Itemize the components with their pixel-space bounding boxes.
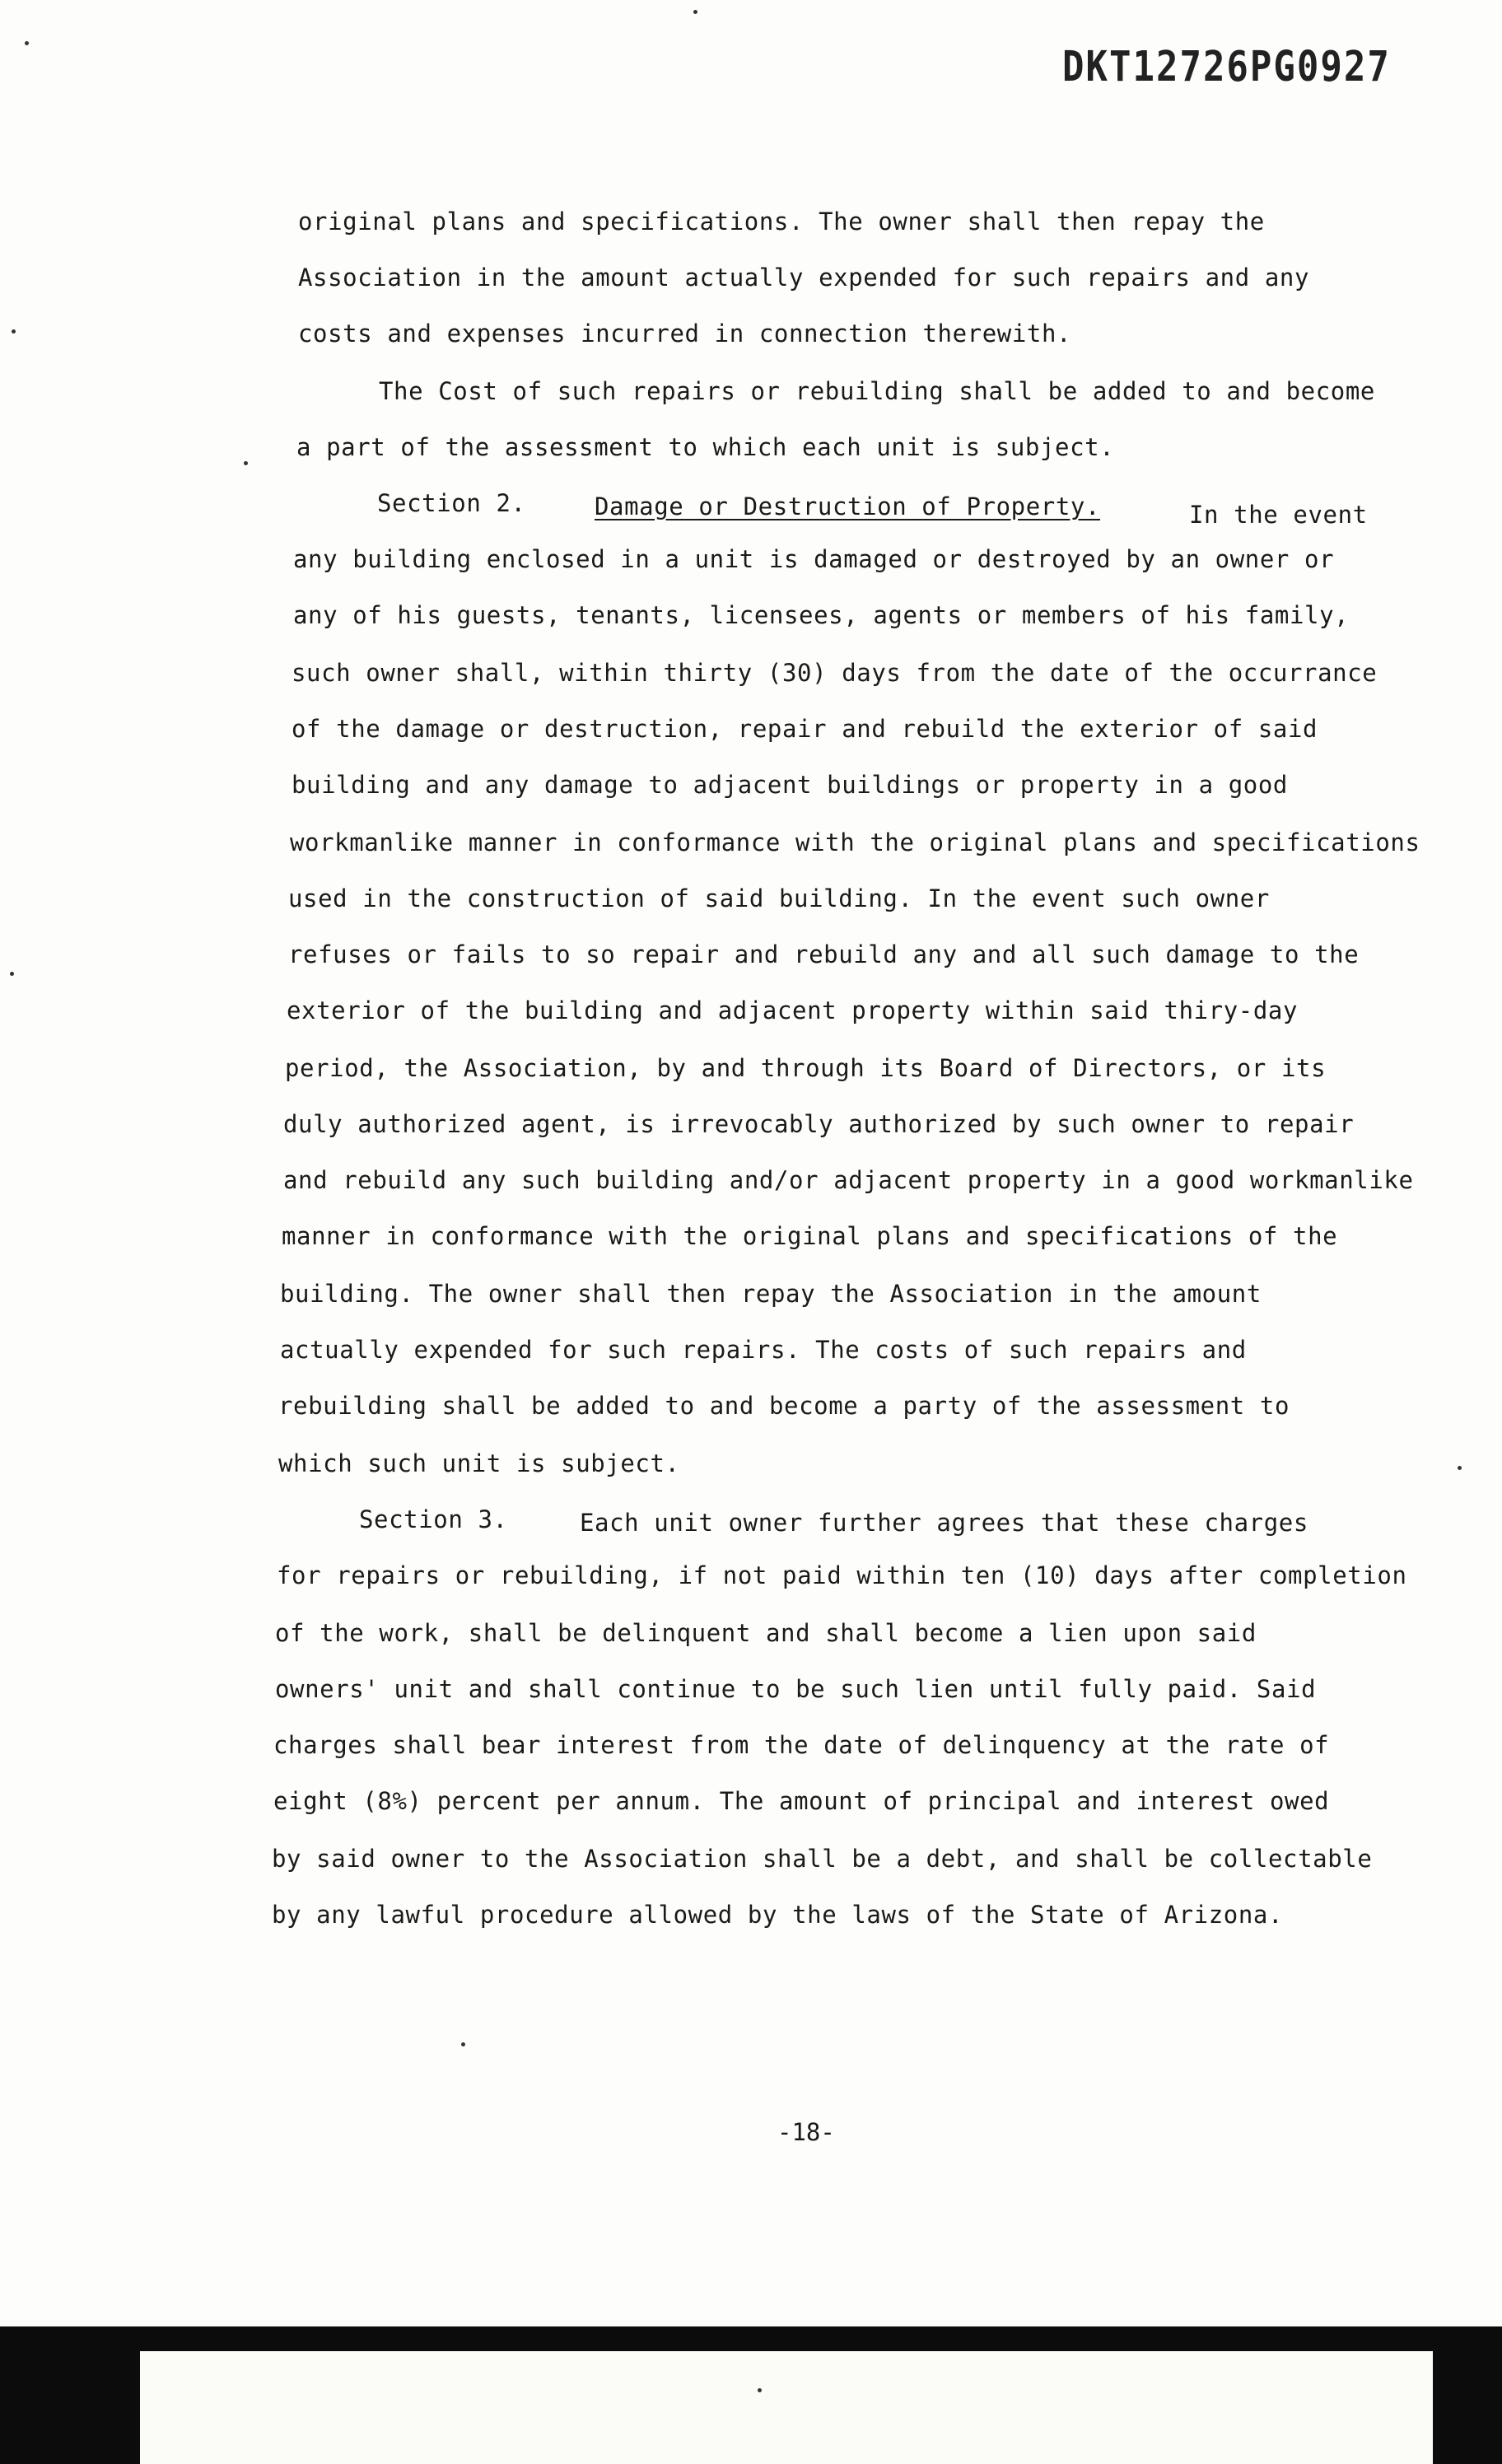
scan-speck — [758, 2388, 762, 2392]
text-line: by any lawful procedure allowed by the laws of the State of Arizona. — [272, 1901, 1284, 1929]
text-line: by said owner to the Association shall be a debt, and shall be collectable — [272, 1845, 1373, 1873]
text-line: building. The owner shall then repay the Association in the amount — [280, 1280, 1262, 1308]
text-line: manner in conformance with the original plans and specifications of the — [282, 1222, 1338, 1250]
scan-speck — [25, 41, 29, 45]
text-line: duly authorized agent, is irrevocably authorized by such owner to repair — [283, 1110, 1355, 1138]
text-line: for repairs or rebuilding, if not paid within ten (10) days after completion — [277, 1561, 1407, 1589]
section-2-lead: In the event — [1189, 501, 1368, 529]
text-line: building and any damage to adjacent buildings or property in a good — [292, 771, 1288, 799]
section-3-label: Section 3. — [359, 1505, 508, 1533]
text-line: any building enclosed in a unit is damaged or destroyed by an owner or — [293, 545, 1335, 573]
scan-next-page-edge — [140, 2351, 1433, 2464]
docket-stamp: DKT12726PG0927 — [1062, 43, 1391, 91]
text-line: costs and expenses incurred in connection therewith. — [298, 320, 1072, 348]
text-line: actually expended for such repairs. The costs of such repairs and — [280, 1336, 1247, 1364]
scan-speck — [693, 10, 697, 14]
text-line: used in the construction of said building. In the event such owner — [288, 884, 1270, 912]
text-line: such owner shall, within thirty (30) days from the date of the occurrance — [292, 659, 1378, 687]
text-line: Association in the amount actually expended for such repairs and any — [298, 264, 1310, 292]
section-2-heading: Damage or Destruction of Property. — [595, 492, 1101, 520]
text-line: period, the Association, by and through its Board of Directors, or its — [285, 1054, 1327, 1082]
text-line: charges shall bear interest from the date of delinquency at the rate of — [273, 1731, 1330, 1759]
text-line: The Cost of such repairs or rebuilding shall be added to and become — [379, 377, 1375, 405]
text-line: and rebuild any such building and/or adjacent property in a good workmanlike — [283, 1166, 1414, 1194]
text-line: exterior of the building and adjacent property within said thiry-day — [287, 996, 1299, 1024]
text-line: of the damage or destruction, repair and rebuild the exterior of said — [292, 715, 1318, 743]
scan-speck — [461, 2042, 465, 2046]
text-line: which such unit is subject. — [278, 1449, 680, 1477]
scan-speck — [1458, 1466, 1462, 1470]
scan-speck — [10, 972, 14, 976]
text-line: refuses or fails to so repair and rebuild any and all such damage to the — [288, 940, 1360, 968]
text-line: of the work, shall be delinquent and shall become a lien upon said — [275, 1619, 1257, 1647]
section-2-label: Section 2. — [377, 489, 526, 517]
text-line: rebuilding shall be added to and become a party of the assessment to — [278, 1392, 1290, 1420]
scan-speck — [244, 461, 248, 465]
text-line: eight (8%) percent per annum. The amount of principal and interest owed — [273, 1787, 1330, 1815]
scan-speck — [12, 329, 16, 334]
page-number: -18- — [777, 2118, 835, 2146]
text-line: original plans and specifications. The owner shall then repay the — [298, 208, 1265, 236]
text-line: workmanlike manner in conformance with the original plans and specifications — [290, 828, 1420, 856]
text-line: a part of the assessment to which each unit is subject. — [296, 433, 1115, 461]
text-line: any of his guests, tenants, licensees, agents or members of his family, — [293, 601, 1350, 629]
text-line: owners' unit and shall continue to be such lien until fully paid. Said — [275, 1675, 1317, 1703]
section-3-lead: Each unit owner further agrees that these charges — [580, 1509, 1308, 1537]
